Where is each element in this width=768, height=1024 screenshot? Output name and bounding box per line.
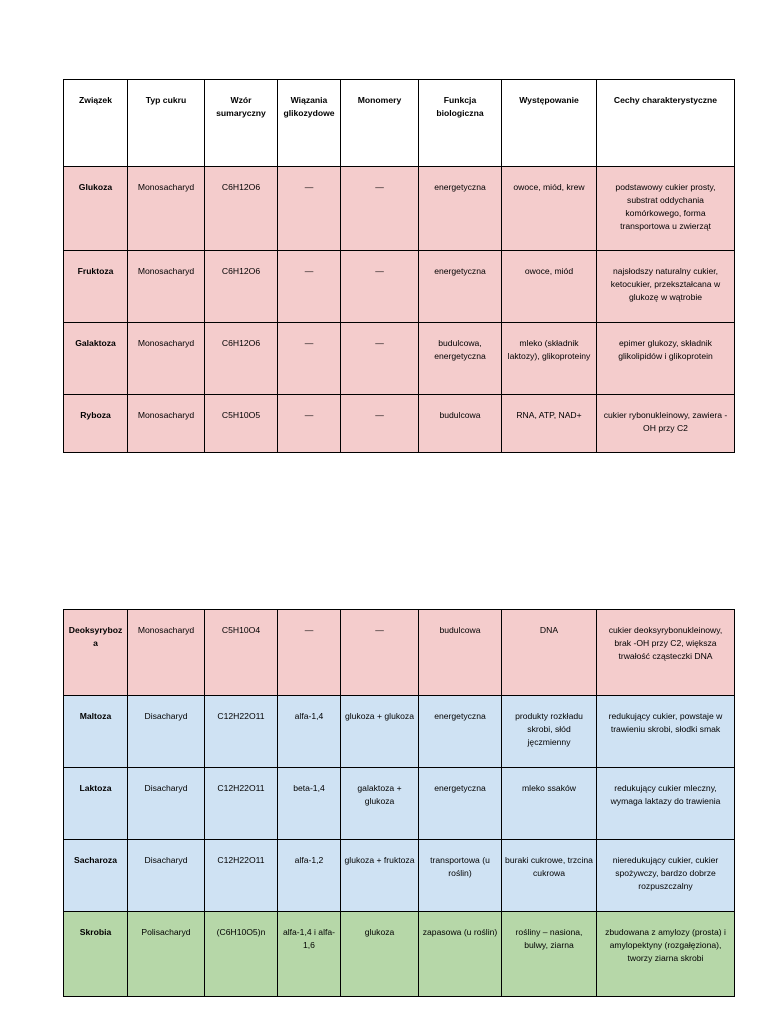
cell-sugar-type: Monosacharyd [128, 323, 205, 395]
cell-compound: Fruktoza [64, 251, 128, 323]
cell-characteristics: redukujący cukier, powstaje w trawieniu skrobi, słodki smak [597, 696, 735, 768]
cell-function: zapasowa (u roślin) [419, 912, 502, 997]
cell-monomers: glukoza + fruktoza [341, 840, 419, 912]
cell-monomers: — [341, 167, 419, 251]
cell-compound: Sacharoza [64, 840, 128, 912]
cell-formula: (C6H10O5)n [205, 912, 278, 997]
cell-sugar-type: Disacharyd [128, 768, 205, 840]
header-sugar-type: Typ cukru [128, 80, 205, 167]
cell-occurrence: owoce, miód [502, 251, 597, 323]
cell-sugar-type: Disacharyd [128, 696, 205, 768]
header-monomers: Monomery [341, 80, 419, 167]
cell-formula: C6H12O6 [205, 167, 278, 251]
table-row-skrobia [64, 912, 735, 997]
cell-compound: Galaktoza [64, 323, 128, 395]
cell-function: energetyczna [419, 768, 502, 840]
table-header-row [64, 80, 735, 167]
cell-function: energetyczna [419, 251, 502, 323]
cell-occurrence: mleko (składnik laktozy), glikoproteiny [502, 323, 597, 395]
table-row-fruktoza [64, 251, 735, 323]
cell-occurrence: DNA [502, 610, 597, 696]
sugar-table-page-1 [63, 79, 735, 453]
cell-glycosidic-bonds: — [278, 395, 341, 453]
cell-glycosidic-bonds: — [278, 610, 341, 696]
cell-characteristics: redukujący cukier mleczny, wymaga laktazy do trawienia [597, 768, 735, 840]
cell-formula: C12H22O11 [205, 768, 278, 840]
cell-glycosidic-bonds: — [278, 323, 341, 395]
cell-characteristics: cukier deoksyrybonukleinowy, brak -OH przy C2, większa trwałość cząsteczki DNA [597, 610, 735, 696]
cell-characteristics: epimer glukozy, składnik glikolipidów i glikoprotein [597, 323, 735, 395]
cell-function: budulcowa [419, 395, 502, 453]
cell-formula: C5H10O5 [205, 395, 278, 453]
header-characteristics: Cechy charakterystyczne [597, 80, 735, 167]
table-row-galaktoza [64, 323, 735, 395]
header-biological-function: Funkcja biologiczna [419, 80, 502, 167]
cell-occurrence: owoce, miód, krew [502, 167, 597, 251]
cell-compound: Ryboza [64, 395, 128, 453]
cell-characteristics: cukier rybonukleinowy, zawiera -OH przy C2 [597, 395, 735, 453]
cell-compound: Maltoza [64, 696, 128, 768]
cell-formula: C6H12O6 [205, 323, 278, 395]
cell-occurrence: RNA, ATP, NAD+ [502, 395, 597, 453]
cell-characteristics: nieredukujący cukier, cukier spożywczy, bardzo dobrze rozpuszczalny [597, 840, 735, 912]
table-row-sacharoza [64, 840, 735, 912]
header-compound: Związek [64, 80, 128, 167]
cell-compound: Deoksyryboza [64, 610, 128, 696]
cell-function: transportowa (u roślin) [419, 840, 502, 912]
cell-sugar-type: Disacharyd [128, 840, 205, 912]
cell-glycosidic-bonds: alfa-1,2 [278, 840, 341, 912]
sugar-table-page-2 [63, 609, 735, 997]
table-row-laktoza [64, 768, 735, 840]
cell-monomers: — [341, 395, 419, 453]
cell-function: energetyczna [419, 167, 502, 251]
cell-function: energetyczna [419, 696, 502, 768]
cell-monomers: — [341, 323, 419, 395]
table-row-deoksyryboza [64, 610, 735, 696]
cell-monomers: — [341, 610, 419, 696]
cell-formula: C5H10O4 [205, 610, 278, 696]
cell-formula: C12H22O11 [205, 696, 278, 768]
cell-compound: Laktoza [64, 768, 128, 840]
cell-characteristics: zbudowana z amylozy (prosta) i amylopektyny (rozgałęziona), tworzy ziarna skrobi [597, 912, 735, 997]
table-row-ryboza [64, 395, 735, 453]
cell-characteristics: najsłodszy naturalny cukier, ketocukier, przekształcana w glukozę w wątrobie [597, 251, 735, 323]
cell-sugar-type: Monosacharyd [128, 251, 205, 323]
cell-sugar-type: Monosacharyd [128, 395, 205, 453]
cell-formula: C6H12O6 [205, 251, 278, 323]
cell-sugar-type: Polisacharyd [128, 912, 205, 997]
cell-monomers: — [341, 251, 419, 323]
cell-sugar-type: Monosacharyd [128, 610, 205, 696]
header-formula: Wzór sumaryczny [205, 80, 278, 167]
cell-sugar-type: Monosacharyd [128, 167, 205, 251]
cell-glycosidic-bonds: beta-1,4 [278, 768, 341, 840]
cell-occurrence: produkty rozkładu skrobi, słód jęczmienny [502, 696, 597, 768]
cell-function: budulcowa [419, 610, 502, 696]
cell-glycosidic-bonds: — [278, 251, 341, 323]
cell-glycosidic-bonds: alfa-1,4 i alfa-1,6 [278, 912, 341, 997]
cell-compound: Glukoza [64, 167, 128, 251]
cell-occurrence: mleko ssaków [502, 768, 597, 840]
cell-monomers: galaktoza + glukoza [341, 768, 419, 840]
cell-compound: Skrobia [64, 912, 128, 997]
cell-monomers: glukoza + glukoza [341, 696, 419, 768]
header-glycosidic-bonds: Wiązania glikozydowe [278, 80, 341, 167]
cell-function: budulcowa, energetyczna [419, 323, 502, 395]
table-row-maltoza [64, 696, 735, 768]
cell-glycosidic-bonds: — [278, 167, 341, 251]
cell-occurrence: rośliny – nasiona, bulwy, ziarna [502, 912, 597, 997]
cell-occurrence: buraki cukrowe, trzcina cukrowa [502, 840, 597, 912]
cell-characteristics: podstawowy cukier prosty, substrat oddychania komórkowego, forma transportowa u zwierząt [597, 167, 735, 251]
cell-formula: C12H22O11 [205, 840, 278, 912]
cell-glycosidic-bonds: alfa-1,4 [278, 696, 341, 768]
table-row-glukoza [64, 167, 735, 251]
cell-monomers: glukoza [341, 912, 419, 997]
header-occurrence: Występowanie [502, 80, 597, 167]
